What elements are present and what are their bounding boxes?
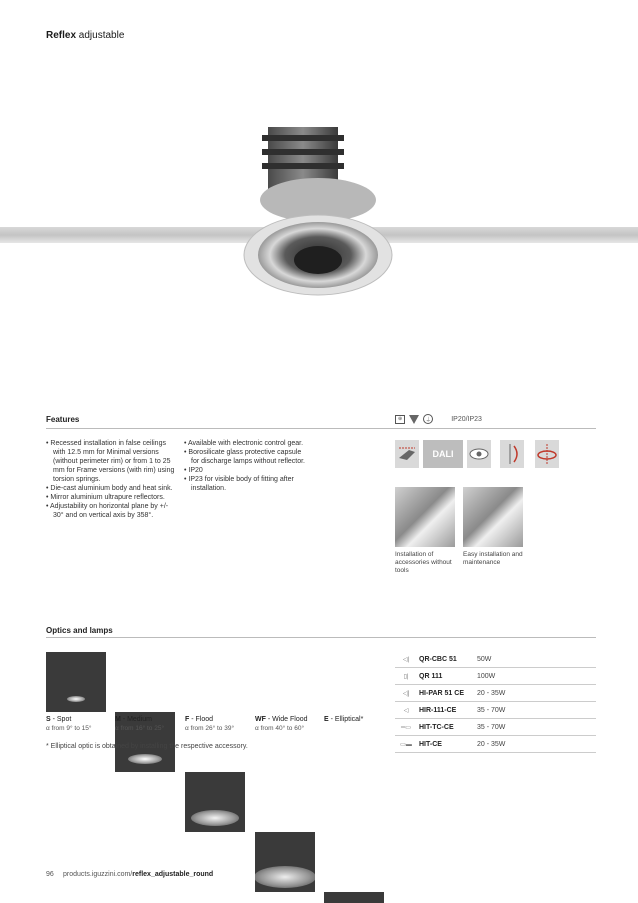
photo-caption: Easy installation and maintenance [463, 551, 523, 566]
feature-item: • Recessed installation in false ceilings with 12.5 mm for Minimal versions (without perimeter rim) or from 1 to 25 mm for Frame versions (with rim) using torsion springs. [46, 439, 176, 484]
feature-item: • Borosilicate glass protective capsule for discharge lamps without reflector. [184, 448, 309, 466]
product-hero-image [0, 115, 638, 375]
rotate-adjust-icon [535, 440, 559, 468]
lamp-power: 50W [477, 655, 492, 663]
lamp-power: 35 - 70W [477, 706, 506, 714]
optic-flood-image [185, 772, 245, 832]
earth-icon: ⏚ [423, 414, 433, 424]
ip-rating: IP20/IP23 [451, 415, 482, 423]
dali-icon: DALI [423, 440, 463, 468]
lamp-qr-cbc-icon: ◁| [402, 656, 410, 663]
lamp-row [395, 719, 596, 736]
lamp-name: HIT-TC-CE [419, 723, 454, 731]
title-bold: Reflex [46, 30, 77, 41]
lamp-name: HI-PAR 51 CE [419, 689, 464, 697]
lamp-power: 35 - 70W [477, 723, 506, 731]
lamp-row [395, 685, 596, 702]
installation-ceiling-icon [395, 440, 419, 468]
lamp-power: 100W [477, 672, 496, 680]
optic-elliptical-image [324, 892, 384, 903]
feature-item: • IP20 [184, 466, 309, 475]
feature-item: • Available with electronic control gear. [184, 439, 309, 448]
lamp-name: QR-CBC 51 [419, 655, 457, 663]
feature-item: • Adjustability on horizontal plane by +/- 30° and on vertical axis by 358°. [46, 502, 176, 520]
footer-url[interactable]: products.iguzzini.com/reflex_adjustable_round [63, 871, 214, 878]
optic-spot-image [46, 652, 106, 712]
lamp-name: QR 111 [419, 672, 443, 680]
optic-wide-flood-label: WF - Wide Flood [255, 716, 308, 723]
optic-flood-range: α from 26° to 39° [185, 725, 235, 732]
optics-heading: Optics and lamps [46, 626, 113, 635]
f-mark-icon [409, 415, 419, 424]
certification-icons [395, 414, 482, 424]
photo-caption: Installation of accessories without tools [395, 551, 452, 574]
optic-elliptical-label: E - Elliptical* [324, 716, 364, 723]
lamps-table [395, 651, 596, 753]
enec-mark-icon: ⊕ [395, 415, 405, 424]
optics-rule [46, 637, 596, 638]
lamp-row [395, 702, 596, 719]
lamp-power: 20 - 35W [477, 740, 506, 748]
lamp-power: 20 - 35W [477, 689, 506, 697]
features-rule [46, 428, 596, 429]
maintenance-photo [463, 487, 523, 547]
lamp-row [395, 668, 596, 685]
lamp-hit-tc-icon: ═▭ [401, 724, 411, 731]
feature-item: • IP23 for visible body of fitting after installation. [184, 475, 309, 493]
lamp-hipar-icon: ◁] [402, 690, 410, 697]
optics-footnote: * Elliptical optic is obtained by installing the respective accessory. [46, 743, 248, 750]
lamp-name: HIR-111-CE [419, 706, 457, 714]
optic-medium-label: M - Medium [115, 716, 152, 723]
lamp-name: HIT-CE [419, 740, 442, 748]
optic-medium-range: α from 16° to 25° [115, 725, 165, 732]
eye-glare-icon [467, 440, 491, 468]
optic-spot-label: S - Spot [46, 716, 72, 723]
feature-item: • Mirror aluminium ultrapure reflectors. [46, 493, 176, 502]
features-column-1 [46, 439, 176, 520]
features-heading: Features [46, 415, 80, 424]
optic-spot-range: α from 9° to 15° [46, 725, 92, 732]
page-number: 96 [46, 871, 54, 878]
tilt-adjust-icon [500, 440, 524, 468]
optic-wide-flood-range: α from 40° to 60° [255, 725, 305, 732]
features-column-2 [184, 439, 309, 493]
lamp-hir-icon: ◁ [403, 707, 409, 714]
lamp-hit-ce-icon: ▭▬ [400, 741, 412, 748]
installation-photo [395, 487, 455, 547]
optic-flood-label: F - Flood [185, 716, 214, 723]
lamp-row [395, 736, 596, 753]
lamp-row [395, 651, 596, 668]
title-rest: adjustable [76, 30, 125, 41]
lamp-qr111-icon: ▯| [403, 673, 409, 680]
page-title [46, 30, 124, 41]
feature-item: • Die-cast aluminium body and heat sink. [46, 484, 176, 493]
optic-wide-flood-image [255, 832, 315, 892]
